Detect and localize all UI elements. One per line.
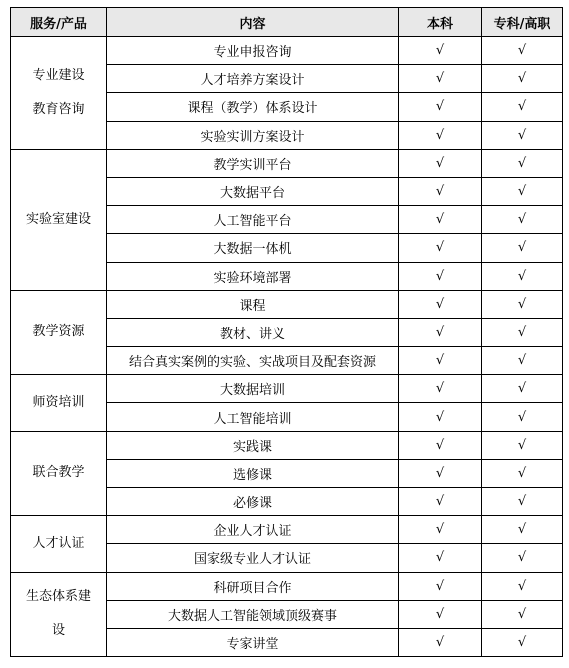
content-cell: 人才培养方案设计 <box>107 65 399 93</box>
undergraduate-check: √ <box>399 177 482 205</box>
category-label: 生态体系建 <box>25 589 91 605</box>
vocational-check: √ <box>482 600 563 628</box>
vocational-check: √ <box>482 403 563 431</box>
content-cell: 专家讲堂 <box>107 628 399 656</box>
category-label: 设 <box>51 623 65 639</box>
services-table <box>10 7 563 657</box>
vocational-check: √ <box>482 234 563 262</box>
category-label: 实验室建设 <box>25 211 91 227</box>
header-vocational: 专科/高职 <box>482 8 563 37</box>
undergraduate-check: √ <box>399 93 482 121</box>
vocational-check: √ <box>482 206 563 234</box>
undergraduate-check: √ <box>399 431 482 459</box>
category-cell <box>11 375 107 431</box>
category-label: 联合教学 <box>32 465 85 481</box>
content-cell: 必修课 <box>107 488 399 516</box>
vocational-check: √ <box>482 149 563 177</box>
undergraduate-check: √ <box>399 600 482 628</box>
vocational-check: √ <box>482 628 563 656</box>
content-cell: 国家级专业人才认证 <box>107 544 399 572</box>
content-cell: 课程（教学）体系设计 <box>107 93 399 121</box>
content-cell: 人工智能培训 <box>107 403 399 431</box>
category-cell <box>11 572 107 657</box>
vocational-check: √ <box>482 318 563 346</box>
undergraduate-check: √ <box>399 234 482 262</box>
vocational-check: √ <box>482 93 563 121</box>
category-cell <box>11 149 107 290</box>
undergraduate-check: √ <box>399 65 482 93</box>
content-cell: 科研项目合作 <box>107 572 399 600</box>
undergraduate-check: √ <box>399 572 482 600</box>
category-label: 教学资源 <box>32 324 85 340</box>
category-cell <box>11 37 107 150</box>
vocational-check: √ <box>482 375 563 403</box>
vocational-check: √ <box>482 572 563 600</box>
undergraduate-check: √ <box>399 149 482 177</box>
table-row <box>11 572 563 600</box>
vocational-check: √ <box>482 431 563 459</box>
content-cell: 实验环境部署 <box>107 262 399 290</box>
undergraduate-check: √ <box>399 262 482 290</box>
undergraduate-check: √ <box>399 403 482 431</box>
content-cell: 大数据平台 <box>107 177 399 205</box>
vocational-check: √ <box>482 177 563 205</box>
header-content: 内容 <box>107 8 399 37</box>
content-cell: 教学实训平台 <box>107 149 399 177</box>
table-row <box>11 290 563 318</box>
undergraduate-check: √ <box>399 37 482 65</box>
table-body <box>11 37 563 657</box>
category-cell <box>11 516 107 572</box>
table-row <box>11 149 563 177</box>
content-cell: 结合真实案例的实验、实战项目及配套资源 <box>107 347 399 375</box>
table-row <box>11 37 563 65</box>
content-cell: 人工智能平台 <box>107 206 399 234</box>
category-label: 专业建设 <box>32 67 85 83</box>
header-undergraduate: 本科 <box>399 8 482 37</box>
category-cell <box>11 431 107 516</box>
undergraduate-check: √ <box>399 375 482 403</box>
content-cell: 专业申报咨询 <box>107 37 399 65</box>
vocational-check: √ <box>482 262 563 290</box>
undergraduate-check: √ <box>399 347 482 375</box>
content-cell: 大数据一体机 <box>107 234 399 262</box>
content-cell: 企业人才认证 <box>107 516 399 544</box>
undergraduate-check: √ <box>399 459 482 487</box>
undergraduate-check: √ <box>399 544 482 572</box>
category-cell <box>11 290 107 375</box>
table-row <box>11 431 563 459</box>
vocational-check: √ <box>482 290 563 318</box>
vocational-check: √ <box>482 459 563 487</box>
vocational-check: √ <box>482 37 563 65</box>
content-cell: 大数据培训 <box>107 375 399 403</box>
header-service-product: 服务/产品 <box>11 8 107 37</box>
table-row <box>11 375 563 403</box>
undergraduate-check: √ <box>399 628 482 656</box>
header-row <box>11 8 563 37</box>
undergraduate-check: √ <box>399 290 482 318</box>
vocational-check: √ <box>482 121 563 149</box>
vocational-check: √ <box>482 544 563 572</box>
undergraduate-check: √ <box>399 488 482 516</box>
undergraduate-check: √ <box>399 516 482 544</box>
content-cell: 选修课 <box>107 459 399 487</box>
content-cell: 大数据人工智能领域顶级赛事 <box>107 600 399 628</box>
table-row <box>11 516 563 544</box>
content-cell: 实验实训方案设计 <box>107 121 399 149</box>
vocational-check: √ <box>482 516 563 544</box>
content-cell: 实践课 <box>107 431 399 459</box>
category-label: 人才认证 <box>32 535 85 551</box>
undergraduate-check: √ <box>399 318 482 346</box>
content-cell: 教材、讲义 <box>107 318 399 346</box>
content-cell: 课程 <box>107 290 399 318</box>
vocational-check: √ <box>482 65 563 93</box>
vocational-check: √ <box>482 488 563 516</box>
undergraduate-check: √ <box>399 206 482 234</box>
category-label: 师资培训 <box>32 394 85 410</box>
category-label: 教育咨询 <box>32 101 85 117</box>
undergraduate-check: √ <box>399 121 482 149</box>
vocational-check: √ <box>482 347 563 375</box>
